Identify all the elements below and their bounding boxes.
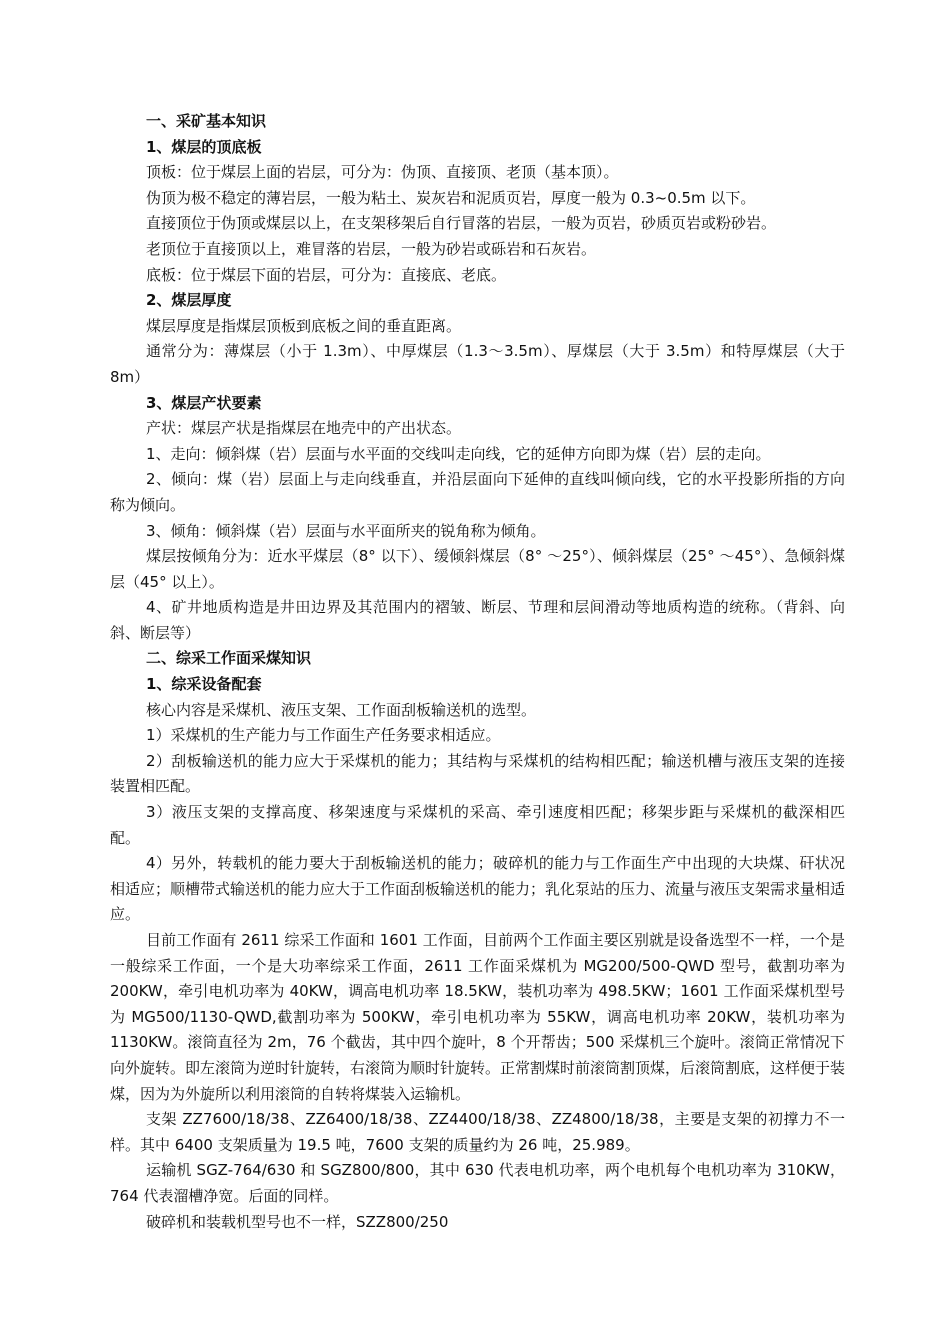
paragraph: 2、倾向：煤（岩）层面上与走向线垂直，并沿层面向下延伸的直线叫倾向线，它的水平投影所指的方向称为倾向。 [110,470,845,514]
paragraph: 1、走向：倾斜煤（岩）层面与水平面的交线叫走向线，它的延伸方向即为煤（岩）层的走向。 [146,444,771,463]
paragraph: 3）液压支架的支撑高度、移架速度与采煤机的采高、牵引速度相匹配；移架步距与采煤机的截深相匹配。 [110,803,845,847]
paragraph: 通常分为：薄煤层（小于 1.3m）、中厚煤层（1.3～3.5m）、厚煤层（大于 3.5m）和特厚煤层（大于 8m） [110,342,845,386]
paragraph: 4）另外，转载机的能力要大于刮板输送机的能力；破碎机的能力与工作面生产中出现的大块煤、矸状况相适应；顺槽带式输送机的能力应大于工作面刮板输送机的能力；乳化泵站的压力、流量与液压支架需求量相适应。 [110,854,846,924]
paragraph: 目前工作面有 2611 综采工作面和 1601 工作面，目前两个工作面主要区别就是设备选型不一样，一个是一般综采工作面，一个是大功率综采工作面，2611 工作面采煤机为 MG200/500-QWD 型号，截割功率为 200KW，牵引电机功率为 40KW，调高电机功率 18.5KW，装机功率为 498.5KW；1601 工作面采煤机型号为 MG500/1130-QWD,截割功率为 500KW，牵引电机功率为 55KW，调高电机功率 20KW，装机功率为 1130KW。滚筒直径为 2m，76 个截齿，其中四个旋叶，8 个开帮齿；500 采煤机三个旋叶。滚筒正常情况下向外旋转。即左滚筒为逆时针旋转，右滚筒为顺时针旋转。正常割煤时前滚筒割顶煤，后滚筒割底，这样便于装煤，因为为外旋所以利用滚筒的自转将煤装入运输机。 [110,931,846,1103]
subheading-seam-attitude: 3、煤层产状要素 [146,393,262,412]
section-heading-fully-mechanized: 二、综采工作面采煤知识 [146,649,312,668]
paragraph: 3、倾角：倾斜煤（岩）层面与水平面所夹的锐角称为倾角。 [146,521,546,540]
section-heading-mining-basics: 一、采矿基本知识 [146,112,267,130]
subheading-roof-floor: 1、煤层的顶底板 [146,137,262,156]
paragraph: 伪顶为极不稳定的薄岩层，一般为粘土、炭灰岩和泥质页岩，厚度一般为 0.3~0.5m 以下。 [146,188,756,207]
subheading-seam-thickness: 2、煤层厚度 [146,291,232,310]
paragraph: 煤层厚度是指煤层顶板到底板之间的垂直距离。 [146,316,462,335]
document-body [110,109,845,1235]
paragraph: 1）采煤机的生产能力与工作面生产任务要求相适应。 [146,726,501,745]
paragraph: 老顶位于直接顶以上，难冒落的岩层，一般为砂岩或砾岩和石灰岩。 [146,239,597,258]
paragraph: 运输机 SGZ-764/630 和 SGZ800/800，其中 630 代表电机功率，两个电机每个电机功率为 310KW，764 代表溜槽净宽。后面的同样。 [110,1161,845,1205]
paragraph: 破碎机和装载机型号也不一样，SZZ800/250 [146,1212,449,1231]
paragraph: 直接顶位于伪顶或煤层以上，在支架移架后自行冒落的岩层，一般为页岩，砂质页岩或粉砂岩。 [146,214,777,233]
paragraph: 煤层按倾角分为：近水平煤层（8° 以下）、缓倾斜煤层（8° ～25°）、倾斜煤层（25° ～45°）、急倾斜煤层（45° 以上）。 [110,547,845,591]
paragraph: 支架 ZZ7600/18/38、ZZ6400/18/38、ZZ4400/18/38、ZZ4800/18/38，主要是支架的初撑力不一样。其中 6400 支架质量为 19.5 吨，7600 支架的质量约为 26 吨，25.989。 [110,1110,845,1154]
paragraph: 核心内容是采煤机、液压支架、工作面刮板输送机的选型。 [146,700,537,719]
paragraph: 顶板：位于煤层上面的岩层，可分为：伪顶、直接顶、老顶（基本顶）。 [146,163,619,182]
paragraph: 2）刮板输送机的能力应大于采煤机的能力；其结构与采煤机的结构相匹配；输送机槽与液压支架的连接装置相匹配。 [110,751,845,796]
subheading-equipment-matching: 1、综采设备配套 [146,675,262,694]
paragraph: 4、矿井地质构造是井田边界及其范围内的褶皱、断层、节理和层间滑动等地质构造的统称。（背斜、向斜、断层等） [110,598,845,642]
paragraph: 底板：位于煤层下面的岩层，可分为：直接底、老底。 [146,265,507,284]
paragraph: 产状：煤层产状是指煤层在地壳中的产出状态。 [146,419,462,438]
